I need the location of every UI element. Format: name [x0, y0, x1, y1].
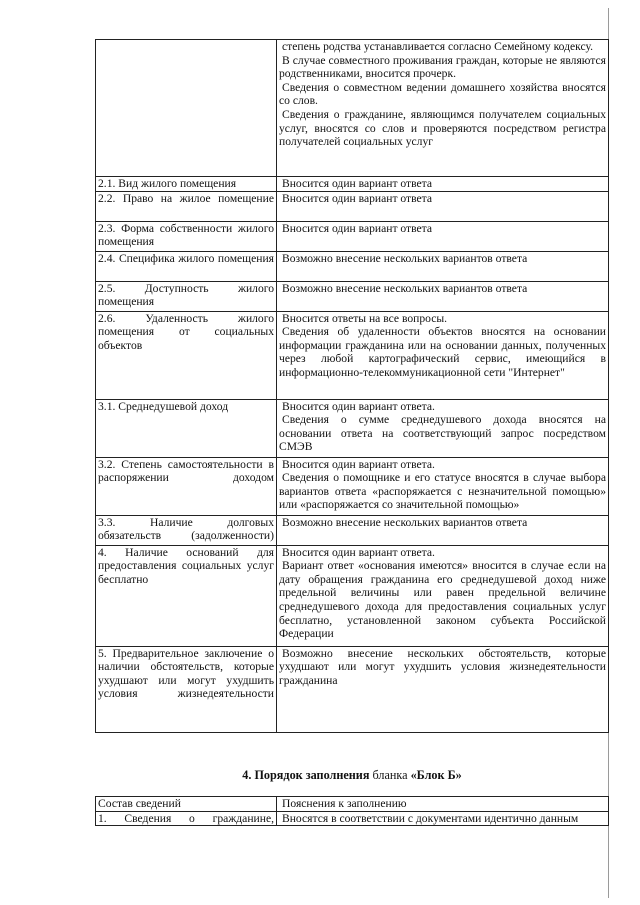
cell-text: Возможно внесение нескольких вариантов ответа — [282, 281, 528, 295]
table-cell-right — [277, 515, 609, 545]
table-cell-left: 4. Наличие оснований для предоставления социальных услуг бесплатно — [96, 545, 277, 646]
heading-normal-part: бланка — [369, 768, 411, 782]
cell-text: Сведения о сумме среднедушевого дохода вносятся на основании ответа на соответствующий запрос посредством СМЭВ — [279, 413, 606, 454]
section-heading — [95, 768, 609, 783]
cell-text: Вносится один вариант ответа — [282, 221, 433, 235]
table-row — [96, 177, 609, 192]
table-row — [96, 311, 609, 399]
table-cell-right — [277, 646, 609, 732]
table-cell-right — [277, 311, 609, 399]
table-cell-left: 1. Сведения о гражданине, — [96, 811, 277, 826]
table-cell-left: 2.6. Удаленность жилого помещения от социальных объектов — [96, 311, 277, 399]
table-cell-left: 3.3. Наличие долговых обязательств (задолженности) — [96, 515, 277, 545]
table-header-left: Состав сведений — [96, 797, 277, 812]
cell-text: Вариант ответ «основания имеются» вносится в случае если на дату обращения гражданина его среднедушевой доход ниже предельной величины или равен предельной величине среднедушевого дохода для предоставления социальных услуг бесплатно, установленной законом субъекта Российской Федерации — [279, 559, 606, 641]
cell-text: Возможно внесение нескольких вариантов ответа — [282, 251, 528, 265]
table-row — [96, 40, 609, 177]
cell-text: Вносится один вариант ответа. — [282, 399, 435, 413]
table-row — [96, 251, 609, 281]
table-row — [96, 545, 609, 646]
heading-block-name: «Блок Б» — [410, 768, 462, 782]
cell-text: Вносится один вариант ответа. — [282, 457, 435, 471]
table-row — [96, 811, 609, 826]
cell-text: Возможно внесение нескольких вариантов ответа — [282, 515, 528, 529]
table-cell-right — [277, 177, 609, 192]
cell-text: Сведения об удаленности объектов вносятся на основании информации гражданина или на основании данных, полученных через любой картографический сервис, имеющийся в информационно-телекоммуникационной сети "Интернет" — [279, 325, 606, 379]
table-row — [96, 281, 609, 311]
table-cell-left: 3.2. Степень самостоятельности в распоряжении доходом — [96, 457, 277, 515]
table-row — [96, 221, 609, 251]
table-cell-left: 3.1. Среднедушевой доход — [96, 399, 277, 457]
table-cell-left: 2.3. Форма собственности жилого помещения — [96, 221, 277, 251]
cell-text: В случае совместного проживания граждан, которые не являются родственниками, вносится прочерк. — [279, 53, 606, 81]
table-cell-right — [277, 399, 609, 457]
table-cell-right — [277, 40, 609, 177]
cell-text: Сведения о помощнике и его статусе вносятся в случае выбора вариантов ответа «распоряжается с незначительной помощью» или «распоряжается со значительной помощью» — [279, 471, 606, 512]
cell-text: Вносится один вариант ответа — [282, 177, 433, 190]
table-cell-right — [277, 281, 609, 311]
table-cell-left: 2.4. Специфика жилого помещения — [96, 251, 277, 281]
table-header-row — [96, 797, 609, 812]
table-row — [96, 646, 609, 732]
instructions-table — [95, 39, 609, 733]
table-cell-right — [277, 545, 609, 646]
table-row — [96, 515, 609, 545]
table-cell-left: 2.1. Вид жилого помещения — [96, 177, 277, 192]
table-row — [96, 399, 609, 457]
block-b-table — [95, 796, 609, 826]
cell-text: Вносится ответы на все вопросы. — [282, 311, 448, 325]
cell-text: Вносится один вариант ответа — [282, 191, 433, 205]
cell-text: Сведения о совместном ведении домашнего хозяйства вносятся со слов. — [279, 80, 606, 108]
cell-text: Вносятся в соответствии с документами идентично данным — [282, 811, 579, 825]
cell-text: Пояснения к заполнению — [282, 797, 407, 810]
table-cell-right — [277, 221, 609, 251]
table-cell-right — [277, 811, 609, 826]
table-cell-left: 2.2. Право на жилое помещение — [96, 191, 277, 221]
cell-text: Возможно внесение нескольких обстоятельств, которые ухудшают или могут ухудшить условия жизнедеятельности гражданина — [279, 646, 606, 687]
table-header-right — [277, 797, 609, 812]
table-row — [96, 191, 609, 221]
table-cell-right — [277, 457, 609, 515]
heading-bold-part: 4. Порядок заполнения — [242, 768, 370, 782]
table-cell-left: 2.5. Доступность жилого помещения — [96, 281, 277, 311]
cell-text: степень родства устанавливается согласно Семейному кодексу. — [282, 40, 594, 53]
cell-text: Сведения о гражданине, являющимся получателем социальных услуг, вносятся со слов и проверяются посредством регистра получателей социальных услуг — [279, 107, 606, 149]
cell-text: Вносится один вариант ответа. — [282, 545, 435, 559]
table-cell-left — [96, 40, 277, 177]
table-row — [96, 457, 609, 515]
table-cell-left: 5. Предварительное заключение о наличии обстоятельств, которые ухудшают или могут ухудшить условия жизнедеятельности — [96, 646, 277, 732]
table-cell-right — [277, 191, 609, 221]
table-cell-right — [277, 251, 609, 281]
